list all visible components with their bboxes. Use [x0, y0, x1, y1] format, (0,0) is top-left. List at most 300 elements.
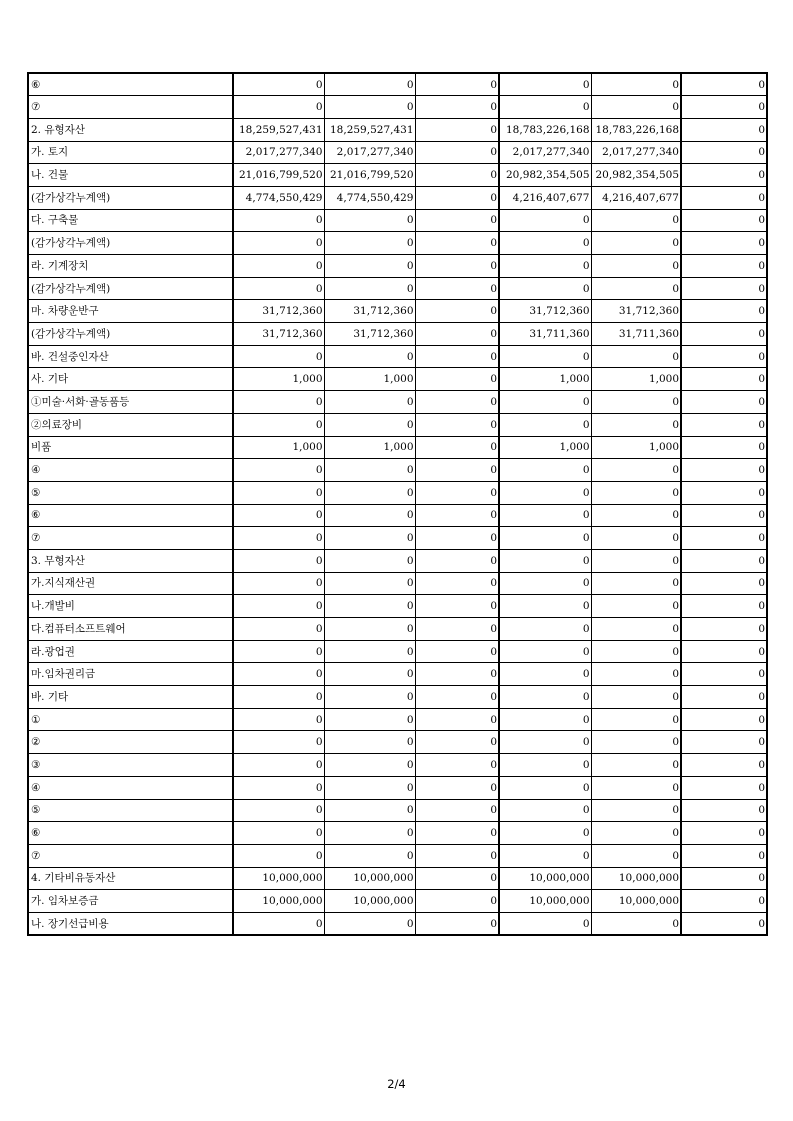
- cell-value: 0: [591, 459, 681, 482]
- row-label: (감가상각누계액): [28, 277, 233, 300]
- cell-value: 0: [591, 663, 681, 686]
- cell-value: 0: [233, 708, 324, 731]
- cell-value: 10,000,000: [499, 867, 591, 890]
- cell-value: 4,774,550,429: [233, 186, 324, 209]
- cell-value: 0: [415, 481, 499, 504]
- cell-value: 0: [499, 73, 591, 96]
- cell-value: 0: [233, 345, 324, 368]
- cell-value: 0: [233, 618, 324, 641]
- cell-value: 1,000: [499, 368, 591, 391]
- cell-value: 0: [324, 527, 415, 550]
- cell-value: 0: [499, 799, 591, 822]
- table-row: [28, 890, 767, 913]
- cell-value: 0: [233, 459, 324, 482]
- cell-value: 20,982,354,505: [591, 164, 681, 187]
- cell-value: 0: [233, 686, 324, 709]
- cell-value: 0: [499, 345, 591, 368]
- row-label: ⑥: [28, 504, 233, 527]
- cell-value: 4,774,550,429: [324, 186, 415, 209]
- table-row: [28, 323, 767, 346]
- row-label: ⑤: [28, 799, 233, 822]
- cell-value: 0: [415, 164, 499, 187]
- cell-value: 18,259,527,431: [233, 118, 324, 141]
- cell-value: 21,016,799,520: [324, 164, 415, 187]
- table-row: [28, 73, 767, 96]
- table-row: [28, 776, 767, 799]
- cell-value: 0: [591, 391, 681, 414]
- cell-value: 0: [681, 867, 767, 890]
- table-row: [28, 413, 767, 436]
- cell-value: 0: [415, 436, 499, 459]
- cell-value: 1,000: [591, 368, 681, 391]
- cell-value: 0: [415, 595, 499, 618]
- cell-value: 0: [415, 391, 499, 414]
- cell-value: 0: [681, 300, 767, 323]
- row-label: ②: [28, 731, 233, 754]
- row-label: ④: [28, 776, 233, 799]
- cell-value: 1,000: [591, 436, 681, 459]
- row-label: ⑥: [28, 822, 233, 845]
- cell-value: 1,000: [233, 436, 324, 459]
- row-label: ①미술·서화·골동품등: [28, 391, 233, 414]
- cell-value: 1,000: [233, 368, 324, 391]
- cell-value: 0: [499, 686, 591, 709]
- cell-value: 0: [324, 731, 415, 754]
- cell-value: 0: [233, 209, 324, 232]
- cell-value: 0: [499, 255, 591, 278]
- cell-value: 10,000,000: [591, 890, 681, 913]
- cell-value: 0: [324, 663, 415, 686]
- row-label: ⑤: [28, 481, 233, 504]
- cell-value: 0: [591, 96, 681, 119]
- cell-value: 0: [591, 255, 681, 278]
- row-label: 2. 유형자산: [28, 118, 233, 141]
- row-label: ②의료장비: [28, 413, 233, 436]
- cell-value: 0: [681, 436, 767, 459]
- cell-value: 2,017,277,340: [499, 141, 591, 164]
- cell-value: 0: [681, 890, 767, 913]
- row-label: 라. 기계장치: [28, 255, 233, 278]
- row-label: (감가상각누계액): [28, 186, 233, 209]
- table-row: [28, 436, 767, 459]
- cell-value: 10,000,000: [499, 890, 591, 913]
- cell-value: 0: [324, 255, 415, 278]
- row-label: 가.지식재산권: [28, 572, 233, 595]
- cell-value: 0: [415, 527, 499, 550]
- cell-value: 0: [415, 300, 499, 323]
- cell-value: 0: [499, 595, 591, 618]
- cell-value: 0: [233, 391, 324, 414]
- cell-value: 0: [415, 323, 499, 346]
- table-row: [28, 481, 767, 504]
- table-row: [28, 572, 767, 595]
- cell-value: 0: [681, 822, 767, 845]
- table-row: [28, 164, 767, 187]
- cell-value: 0: [233, 799, 324, 822]
- table-row: [28, 300, 767, 323]
- row-label: (감가상각누계액): [28, 323, 233, 346]
- row-label: 가. 토지: [28, 141, 233, 164]
- row-label: 나. 장기선급비용: [28, 912, 233, 935]
- cell-value: 0: [415, 890, 499, 913]
- cell-value: 0: [415, 912, 499, 935]
- row-label: (감가상각누계액): [28, 232, 233, 255]
- cell-value: 0: [415, 549, 499, 572]
- row-label: ⑦: [28, 96, 233, 119]
- cell-value: 0: [681, 164, 767, 187]
- cell-value: 0: [591, 345, 681, 368]
- cell-value: 4,216,407,677: [499, 186, 591, 209]
- cell-value: 0: [681, 232, 767, 255]
- table-row: [28, 277, 767, 300]
- table-row: [28, 549, 767, 572]
- cell-value: 0: [233, 822, 324, 845]
- table-row: [28, 867, 767, 890]
- cell-value: 0: [499, 844, 591, 867]
- row-label: ④: [28, 459, 233, 482]
- table-row: [28, 527, 767, 550]
- cell-value: 0: [415, 572, 499, 595]
- table-row: [28, 640, 767, 663]
- cell-value: 0: [324, 776, 415, 799]
- cell-value: 0: [499, 504, 591, 527]
- cell-value: 0: [591, 481, 681, 504]
- cell-value: 0: [499, 413, 591, 436]
- table-row: [28, 912, 767, 935]
- table-row: [28, 822, 767, 845]
- cell-value: 31,712,360: [499, 300, 591, 323]
- cell-value: 0: [499, 912, 591, 935]
- row-label: 마.임차권리금: [28, 663, 233, 686]
- cell-value: 0: [415, 776, 499, 799]
- row-label: 다.컴퓨터소프트웨어: [28, 618, 233, 641]
- row-label: 라.광업권: [28, 640, 233, 663]
- cell-value: 0: [233, 232, 324, 255]
- cell-value: 10,000,000: [324, 867, 415, 890]
- cell-value: 0: [591, 686, 681, 709]
- table-row: [28, 754, 767, 777]
- cell-value: 0: [324, 618, 415, 641]
- cell-value: 0: [681, 572, 767, 595]
- cell-value: 0: [415, 73, 499, 96]
- row-label: 마. 차량운반구: [28, 300, 233, 323]
- cell-value: 1,000: [324, 368, 415, 391]
- cell-value: 0: [499, 708, 591, 731]
- cell-value: 0: [681, 209, 767, 232]
- cell-value: 10,000,000: [233, 867, 324, 890]
- cell-value: 31,711,360: [499, 323, 591, 346]
- cell-value: 0: [324, 209, 415, 232]
- cell-value: 0: [415, 368, 499, 391]
- cell-value: 0: [499, 232, 591, 255]
- cell-value: 0: [415, 708, 499, 731]
- cell-value: 0: [233, 413, 324, 436]
- cell-value: 0: [324, 73, 415, 96]
- cell-value: 0: [591, 413, 681, 436]
- cell-value: 0: [499, 572, 591, 595]
- table-row: [28, 186, 767, 209]
- table-row: [28, 141, 767, 164]
- cell-value: 0: [591, 232, 681, 255]
- cell-value: 0: [415, 754, 499, 777]
- row-label: 사. 기타: [28, 368, 233, 391]
- cell-value: 0: [681, 731, 767, 754]
- cell-value: 0: [324, 277, 415, 300]
- cell-value: 0: [591, 844, 681, 867]
- cell-value: 0: [591, 799, 681, 822]
- cell-value: 0: [415, 822, 499, 845]
- row-label: 비품: [28, 436, 233, 459]
- cell-value: 0: [415, 844, 499, 867]
- table-row: [28, 618, 767, 641]
- cell-value: 0: [324, 413, 415, 436]
- table-row: [28, 345, 767, 368]
- table-row: [28, 118, 767, 141]
- cell-value: 0: [681, 844, 767, 867]
- table-row: [28, 255, 767, 278]
- cell-value: 0: [681, 640, 767, 663]
- cell-value: 10,000,000: [324, 890, 415, 913]
- row-label: ③: [28, 754, 233, 777]
- cell-value: 0: [499, 481, 591, 504]
- cell-value: 0: [681, 504, 767, 527]
- cell-value: 0: [681, 277, 767, 300]
- cell-value: 0: [499, 731, 591, 754]
- cell-value: 0: [415, 459, 499, 482]
- cell-value: 0: [591, 504, 681, 527]
- cell-value: 0: [681, 368, 767, 391]
- cell-value: 0: [233, 549, 324, 572]
- cell-value: 0: [499, 822, 591, 845]
- cell-value: 31,712,360: [233, 300, 324, 323]
- cell-value: 0: [415, 799, 499, 822]
- cell-value: 0: [233, 776, 324, 799]
- cell-value: 0: [324, 572, 415, 595]
- cell-value: 0: [681, 141, 767, 164]
- cell-value: 0: [499, 459, 591, 482]
- cell-value: 0: [324, 232, 415, 255]
- cell-value: 0: [499, 618, 591, 641]
- cell-value: 0: [681, 96, 767, 119]
- cell-value: 0: [681, 776, 767, 799]
- cell-value: 0: [415, 118, 499, 141]
- cell-value: 0: [233, 572, 324, 595]
- cell-value: 0: [681, 481, 767, 504]
- cell-value: 0: [415, 413, 499, 436]
- cell-value: 10,000,000: [591, 867, 681, 890]
- cell-value: 0: [681, 754, 767, 777]
- cell-value: 0: [415, 640, 499, 663]
- cell-value: 31,712,360: [324, 300, 415, 323]
- cell-value: 0: [324, 391, 415, 414]
- cell-value: 0: [324, 822, 415, 845]
- cell-value: 0: [324, 686, 415, 709]
- cell-value: 0: [415, 255, 499, 278]
- cell-value: 0: [324, 754, 415, 777]
- row-label: 가. 임차보증금: [28, 890, 233, 913]
- table-row: [28, 663, 767, 686]
- row-label: ⑦: [28, 527, 233, 550]
- cell-value: 0: [591, 277, 681, 300]
- cell-value: 0: [591, 572, 681, 595]
- cell-value: 0: [233, 731, 324, 754]
- table-row: [28, 799, 767, 822]
- cell-value: 21,016,799,520: [233, 164, 324, 187]
- cell-value: 0: [415, 209, 499, 232]
- cell-value: 0: [681, 663, 767, 686]
- cell-value: 0: [233, 663, 324, 686]
- cell-value: 0: [324, 481, 415, 504]
- page-number: 2/4: [387, 1077, 406, 1091]
- cell-value: 0: [591, 527, 681, 550]
- cell-value: 2,017,277,340: [591, 141, 681, 164]
- cell-value: 20,982,354,505: [499, 164, 591, 187]
- cell-value: 0: [591, 209, 681, 232]
- cell-value: 0: [681, 255, 767, 278]
- cell-value: 0: [499, 549, 591, 572]
- table-row: [28, 686, 767, 709]
- cell-value: 0: [233, 504, 324, 527]
- cell-value: 4,216,407,677: [591, 186, 681, 209]
- row-label: 바. 기타: [28, 686, 233, 709]
- cell-value: 0: [233, 96, 324, 119]
- cell-value: 0: [681, 618, 767, 641]
- cell-value: 0: [681, 118, 767, 141]
- table-row: [28, 96, 767, 119]
- cell-value: 0: [591, 595, 681, 618]
- cell-value: 0: [681, 686, 767, 709]
- cell-value: 0: [499, 527, 591, 550]
- cell-value: 0: [591, 73, 681, 96]
- table-row: [28, 459, 767, 482]
- table-row: [28, 595, 767, 618]
- cell-value: 0: [499, 277, 591, 300]
- table-row: [28, 504, 767, 527]
- table-row: [28, 844, 767, 867]
- cell-value: 0: [681, 527, 767, 550]
- cell-value: 0: [233, 595, 324, 618]
- cell-value: 0: [233, 277, 324, 300]
- cell-value: 31,712,360: [324, 323, 415, 346]
- row-label: 4. 기타비유동자산: [28, 867, 233, 890]
- table-row: [28, 209, 767, 232]
- cell-value: 0: [681, 413, 767, 436]
- cell-value: 0: [591, 776, 681, 799]
- cell-value: 31,712,360: [591, 300, 681, 323]
- cell-value: 1,000: [324, 436, 415, 459]
- row-label: 3. 무형자산: [28, 549, 233, 572]
- table-row: [28, 391, 767, 414]
- cell-value: 0: [415, 186, 499, 209]
- cell-value: 0: [324, 708, 415, 731]
- cell-value: 0: [324, 844, 415, 867]
- cell-value: 0: [681, 799, 767, 822]
- cell-value: 0: [681, 323, 767, 346]
- balance-sheet-table: [27, 72, 768, 936]
- row-label: ⑦: [28, 844, 233, 867]
- cell-value: 0: [591, 618, 681, 641]
- cell-value: 0: [681, 459, 767, 482]
- cell-value: 0: [499, 640, 591, 663]
- cell-value: 0: [499, 96, 591, 119]
- cell-value: 0: [324, 640, 415, 663]
- cell-value: 2,017,277,340: [324, 141, 415, 164]
- row-label: 다. 구축물: [28, 209, 233, 232]
- cell-value: 0: [591, 549, 681, 572]
- cell-value: 0: [233, 481, 324, 504]
- cell-value: 0: [681, 912, 767, 935]
- cell-value: 0: [591, 708, 681, 731]
- cell-value: 2,017,277,340: [233, 141, 324, 164]
- row-label: 나.개발비: [28, 595, 233, 618]
- cell-value: 0: [415, 731, 499, 754]
- cell-value: 31,712,360: [233, 323, 324, 346]
- cell-value: 0: [499, 776, 591, 799]
- cell-value: 0: [233, 527, 324, 550]
- cell-value: 0: [415, 686, 499, 709]
- cell-value: 0: [415, 141, 499, 164]
- cell-value: 0: [415, 96, 499, 119]
- cell-value: 10,000,000: [233, 890, 324, 913]
- cell-value: 0: [499, 391, 591, 414]
- cell-value: 0: [415, 232, 499, 255]
- row-label: 나. 건물: [28, 164, 233, 187]
- cell-value: 0: [681, 391, 767, 414]
- cell-value: 0: [415, 277, 499, 300]
- cell-value: 0: [233, 912, 324, 935]
- cell-value: 0: [681, 186, 767, 209]
- row-label: 바. 건설중인자산: [28, 345, 233, 368]
- table-row: [28, 708, 767, 731]
- cell-value: 0: [681, 73, 767, 96]
- cell-value: 18,259,527,431: [324, 118, 415, 141]
- cell-value: 0: [415, 345, 499, 368]
- cell-value: 0: [499, 754, 591, 777]
- cell-value: 0: [324, 549, 415, 572]
- cell-value: 31,711,360: [591, 323, 681, 346]
- cell-value: 0: [233, 255, 324, 278]
- cell-value: 0: [591, 640, 681, 663]
- cell-value: 0: [233, 844, 324, 867]
- cell-value: 18,783,226,168: [499, 118, 591, 141]
- cell-value: 0: [591, 822, 681, 845]
- cell-value: 0: [324, 595, 415, 618]
- table-row: [28, 232, 767, 255]
- cell-value: 0: [499, 663, 591, 686]
- row-label: ⑥: [28, 73, 233, 96]
- cell-value: 0: [233, 754, 324, 777]
- cell-value: 0: [499, 209, 591, 232]
- cell-value: 0: [681, 595, 767, 618]
- table-row: [28, 731, 767, 754]
- cell-value: 0: [415, 867, 499, 890]
- cell-value: 0: [324, 799, 415, 822]
- cell-value: 0: [324, 504, 415, 527]
- cell-value: 0: [324, 96, 415, 119]
- cell-value: 0: [591, 754, 681, 777]
- cell-value: 0: [681, 549, 767, 572]
- cell-value: 0: [324, 459, 415, 482]
- cell-value: 0: [591, 731, 681, 754]
- table-row: [28, 368, 767, 391]
- cell-value: 0: [233, 640, 324, 663]
- cell-value: 0: [681, 345, 767, 368]
- row-label: ①: [28, 708, 233, 731]
- cell-value: 1,000: [499, 436, 591, 459]
- cell-value: 0: [415, 663, 499, 686]
- cell-value: 0: [681, 708, 767, 731]
- cell-value: 0: [415, 504, 499, 527]
